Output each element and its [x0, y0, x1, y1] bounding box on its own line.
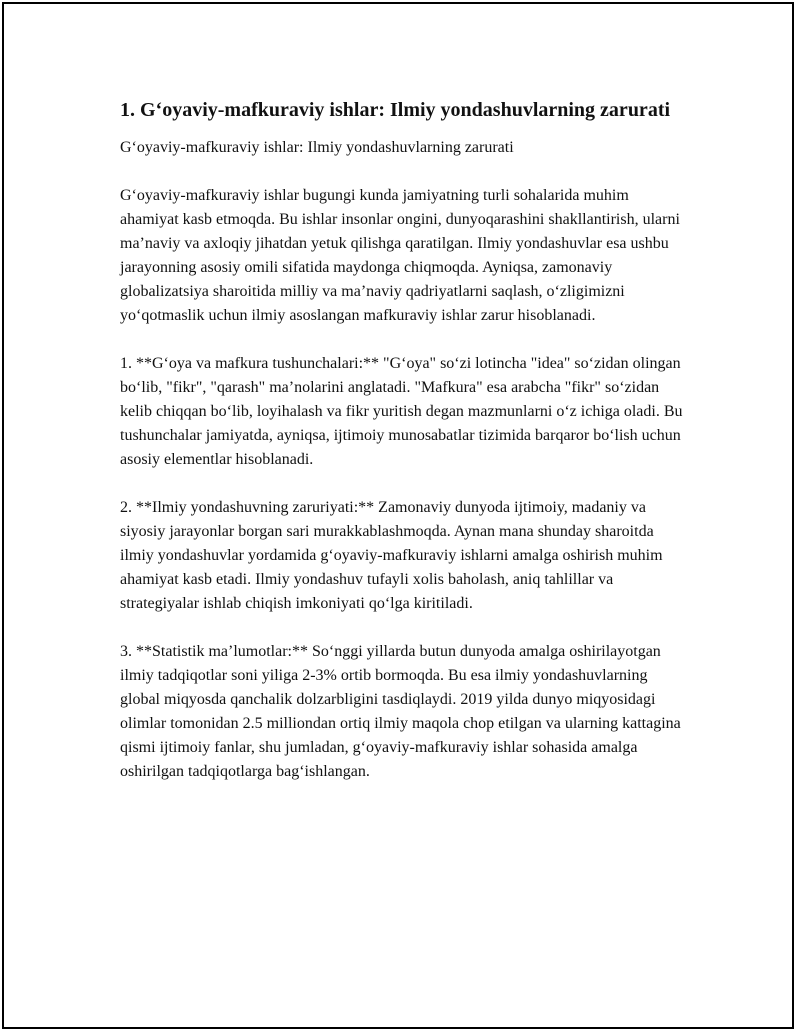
paragraph-intro: G‘oyaviy-mafkuraviy ishlar bugungi kunda jamiyatning turli sohalarida muhim ahamiyat kasb etmoqda. Bu ishlar insonlar ongini, dunyoqarashini shakllantirish, ularni ma’naviy va axloqiy jihatdan yetuk qilishga qaratilgan. Ilmiy yondashuvlar esa ushbu jarayonning asosiy omili sifatida maydonga chiqmoqda. Ayniqsa, zamonaviy globalizatsiya sharoitida milliy va ma’naviy qadriyatlarni saqlash, o‘zligimizni yo‘qotmaslik uchun ilmiy asoslangan mafkuraviy ishlar zarur hisoblanadi.	[120, 187, 680, 324]
paragraph-statistics: 3. **Statistik ma’lumotlar:** So‘nggi yillarda butun dunyoda amalga oshirilayotgan ilmiy tadqiqotlar soni yiliga 2-3% ortib bormoqda. Bu esa ilmiy yondashuvlarning global miqyosda qanchalik dolzarbligini tasdiqlaydi. 2019 yilda dunyo miqyosidagi olimlar tomonidan 2.5 milliondan ortiq ilmiy maqola chop etilgan va ularning kattagina qismi ijtimoiy fanlar, shu jumladan, g‘oyaviy-mafkuraviy ishlar sohasida amalga oshirilgan tadqiqotlarga bag‘ishlangan.	[120, 643, 681, 780]
document-subtitle: G‘oyaviy-mafkuraviy ishlar: Ilmiy yondashuvlarning zarurati	[120, 139, 514, 156]
document-content	[120, 96, 690, 784]
paragraph-concepts: 1. **G‘oya va mafkura tushunchalari:** "G‘oya" so‘zi lotincha "idea" so‘zidan olingan bo‘lib, "fikr", "qarash" ma’nolarini anglatadi. "Mafkura" esa arabcha "fikr" so‘zidan kelib chiqqan bo‘lib, loyihalash va fikr yuritish degan mazmunlarni o‘z ichiga oladi. Bu tushunchalar jamiyatda, ayniqsa, ijtimoiy munosabatlar tizimida barqaror bo‘lish uchun asosiy elementlar hisoblanadi.	[120, 355, 683, 468]
document-title: 1. G‘oyaviy-mafkuraviy ishlar: Ilmiy yondashuvlarning zarurati	[120, 99, 671, 121]
paragraph-scientific-approach: 2. **Ilmiy yondashuvning zaruriyati:** Zamonaviy dunyoda ijtimoiy, madaniy va siyosiy jarayonlar borgan sari murakkablashmoqda. Aynan mana shunday sharoitda ilmiy yondashuvlar yordamida g‘oyaviy-mafkuraviy ishlarni amalga oshirish muhim ahamiyat kasb etadi. Ilmiy yondashuv tufayli xolis baholash, aniq tahlillar va strategiyalar ishlab chiqish imkoniyati qo‘lga kiritiladi.	[120, 499, 663, 612]
document-page	[2, 2, 794, 1029]
